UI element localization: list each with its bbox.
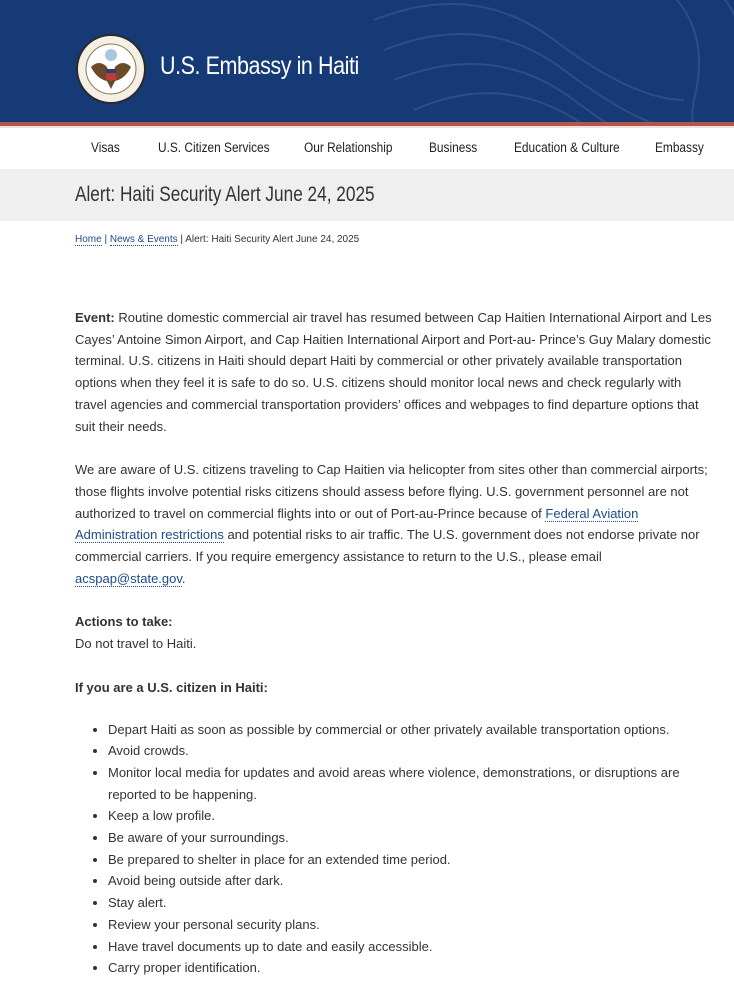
breadcrumb-news-events[interactable]: News & Events (109, 234, 178, 245)
department-of-state-seal-logo[interactable] (75, 33, 147, 105)
seal-icon (75, 33, 147, 105)
breadcrumb-current: Alert: Haiti Security Alert June 24, 2025 (185, 234, 360, 245)
event-label: Event: (75, 310, 115, 325)
nav-item-visas[interactable]: Visas (91, 139, 120, 155)
site-title[interactable]: U.S. Embassy in Haiti (160, 52, 359, 80)
breadcrumb-home[interactable]: Home (75, 234, 102, 245)
list-item: Monitor local media for updates and avoid areas where violence, demonstrations, or disruptions are reported to be happening. (91, 762, 714, 805)
list-item: Review your personal security plans. (91, 914, 714, 936)
paragraph-text: and potential risks to air traffic. The U.S. government does not endorse private nor commercial carriers. If you require emergency assistance to return to the U.S., please email (75, 527, 700, 565)
actions-section (75, 611, 714, 654)
title-band (0, 169, 734, 221)
event-text: Routine domestic commercial air travel has resumed between Cap Haitien International Airport and Les Cayes’ Antoine Simon Airport, and Cap Haitien International Airport and Port-au- Prince’s Guy Malary domestic terminal. U.S. citizens in Haiti should depart Haiti by commercial or other privately available transportation options when they feel it is safe to do so. U.S. citizens should monitor local news and check regularly with travel agencies and commercial transportation providers’ offices and webpages to find departure options that suit their needs. (75, 310, 712, 434)
citizen-heading: If you are a U.S. citizen in Haiti: (75, 679, 268, 695)
list-item: Stay alert. (91, 892, 714, 914)
actions-heading: Actions to take: (75, 614, 173, 630)
list-item: Keep a low profile. (91, 805, 714, 827)
actions-text: Do not travel to Haiti. (75, 636, 197, 652)
list-item: Avoid being outside after dark. (91, 870, 714, 892)
recommendations-list (75, 719, 714, 979)
nav-item-embassy[interactable]: Embassy (655, 139, 704, 155)
list-item: Be aware of your surroundings. (91, 827, 714, 849)
nav-item-business[interactable]: Business (429, 139, 478, 155)
list-item: Avoid crowds. (91, 740, 714, 762)
list-item: Depart Haiti as soon as possible by commercial or other privately available transportation options. (91, 719, 714, 741)
list-item: Be prepared to shelter in place for an extended time period. (91, 849, 714, 871)
breadcrumb (0, 234, 734, 245)
list-item: Carry proper identification. (91, 957, 714, 979)
breadcrumb-separator: | (177, 234, 186, 245)
nav-item-our-relationship[interactable]: Our Relationship (304, 139, 393, 155)
faa-restrictions-link[interactable]: Federal Aviation Administration restrictions (75, 505, 639, 543)
paragraph-text: We are aware of U.S. citizens traveling to Cap Haitien via helicopter from sites other than commercial airports; those flights involve potential risks citizens should assess before flying. U.S. government personnel are not authorized to travel on commercial flights into or out of Port-au-Prince because of (75, 462, 708, 521)
helicopter-paragraph (75, 459, 714, 589)
page-title: Alert: Haiti Security Alert June 24, 2025 (75, 183, 375, 206)
breadcrumb-separator: | (101, 234, 110, 245)
eagle-wing-watermark-icon (354, 0, 734, 122)
nav-item-education-culture[interactable]: Education & Culture (514, 139, 620, 155)
list-item: Have travel documents up to date and easily accessible. (91, 936, 714, 958)
alert-content (0, 307, 734, 979)
paragraph-text: . (181, 570, 186, 586)
main-nav (0, 128, 734, 166)
nav-item-us-citizen-services[interactable]: U.S. Citizen Services (158, 139, 270, 155)
event-paragraph (75, 307, 714, 437)
site-header (0, 0, 734, 122)
email-link[interactable]: acspap@state.gov (75, 570, 182, 586)
